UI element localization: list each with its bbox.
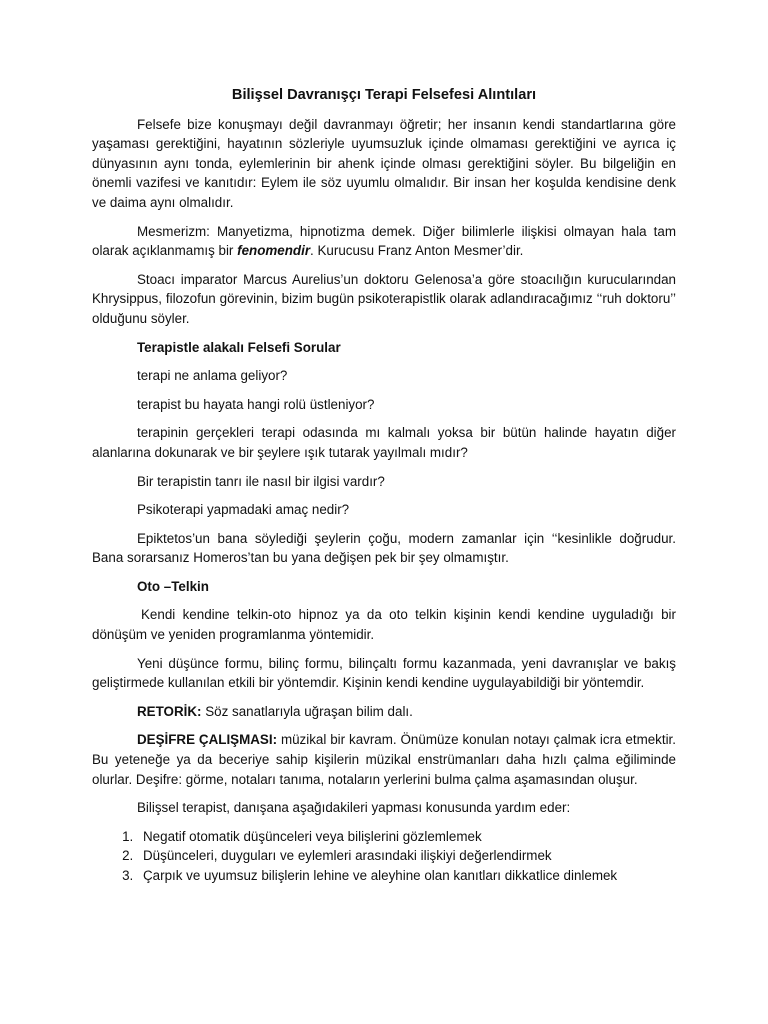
paragraph-mesmerizm-text: Mesmerizm: Manyetizma, hipnotizma demek. Diğer bilimlerle ilişkisi olmayan hala tam olarak açıklanmamış bir: [92, 223, 676, 259]
list-item: 1. Negatif otomatik düşünceleri veya bilişlerini gözlemlemek: [137, 827, 676, 846]
document-page: [92, 86, 676, 885]
paragraph-oto-telkin: Kendi kendine telkin-oto hipnoz ya da oto telkin kişinin kendi kendine uyguladığı bir dönüşüm ve yeniden programlanma yöntemidir.: [92, 607, 676, 643]
heading-oto-telkin: Oto –Telkin: [137, 578, 209, 594]
emphasis-fenomendir: fenomendir: [237, 243, 311, 259]
list-item: 2. Düşünceleri, duyguları ve eylemleri arasındaki ilişkiyi değerlendirmek: [137, 846, 676, 865]
paragraph-felsefe: Felsefe bize konuşmayı değil davranmayı öğretir; her insanın kendi standartlarına göre yaşaması gerektiğini, hayatının sözleriyle uyumsuzluk içinde olmaması gerektiğini ve ayrıca iç dünyasının aynı tonda, eylemlerinin bir ahenk içinde olması gerektiğini söyler. Bu bilgeliğin en önemli vazifesi ve kanıtıdır: Eylem ile söz uyumlu olmalıdır. Bir insan her koşulda kendisine denk ve daima aynı olmalıdır.: [92, 116, 676, 210]
paragraph-stoaci: Stoacı imparator Marcus Aurelius’un doktoru Gelenosa’a göre stoacılığın kurucularından Khrysippus, filozofun görevinin, bizim bugün psikoterapistlik olarak adlandıracağımız ‘‘ruh doktoru’’ olduğunu söyler.: [92, 271, 676, 326]
question-item: Bir terapistin tanrı ile nasıl bir ilgisi vardır?: [137, 473, 385, 489]
list-item: 3. Çarpık ve uyumsuz bilişlerin lehine ve aleyhine olan kanıtları dikkatlice dinlemek: [137, 866, 676, 885]
paragraph-mesmerizm: [92, 222, 676, 261]
paragraph-retorik: [92, 702, 676, 722]
paragraph-desifre: [92, 730, 676, 789]
definition-retorik: Söz sanatlarıyla uğraşan bilim dalı.: [201, 703, 413, 719]
heading-felsefi-sorular: Terapistle alakalı Felsefi Sorular: [137, 339, 341, 355]
question-item: Psikoterapi yapmadaki amaç nedir?: [137, 502, 350, 518]
term-retorik: RETORİK:: [137, 703, 202, 719]
definition-desifre: müzikal bir kavram. Önümüze konulan notayı çalmak icra etmektir. Bu yeteneğe ya da beceriye sahip kişilerin müzikal enstrümanları daha hızlı çalma eğiliminde olurlar. Deşifre: görme, notaları tanıma, notaların yerlerini bulma çalma aşamasından oluşur.: [92, 732, 676, 787]
term-desifre: DEŞİFRE ÇALIŞMASI:: [137, 732, 278, 748]
question-item: terapi ne anlama geliyor?: [137, 368, 288, 384]
paragraph-mesmerizm-end: . Kurucusu Franz Anton Mesmer’dir.: [310, 243, 524, 259]
document-title: Bilişsel Davranışçı Terapi Felsefesi Alıntıları: [231, 87, 537, 103]
paragraph-yeni-dusunce: Yeni düşünce formu, bilinç formu, bilinçaltı formu kazanmada, yeni davranışlar ve bakış geliştirmede kullanılan etkili bir yöntemdir. Kişinin kendi kendine uygulayabildiği bir yöntemdir.: [92, 655, 676, 691]
question-item: terapist bu hayata hangi rolü üstleniyor?: [137, 396, 375, 412]
paragraph-epiktetos: Epiktetos’un bana söylediği şeylerin çoğu, modern zamanlar için ‘‘kesinlikle doğrudur. Bana sorarsanız Homeros’tan bu yana değişen pek bir şey olmamıştır.: [92, 530, 676, 566]
numbered-list: [92, 827, 676, 885]
question-item: terapinin gerçekleri terapi odasında mı kalmalı yoksa bir bütün halinde hayatın diğer alanlarına dokunarak ve bir şeylere ışık tutarak yayılmalı mıdır?: [92, 425, 676, 460]
paragraph-bilissel-terapist: Bilişsel terapist, danışana aşağıdakileri yapması konusunda yardım eder:: [137, 800, 571, 816]
